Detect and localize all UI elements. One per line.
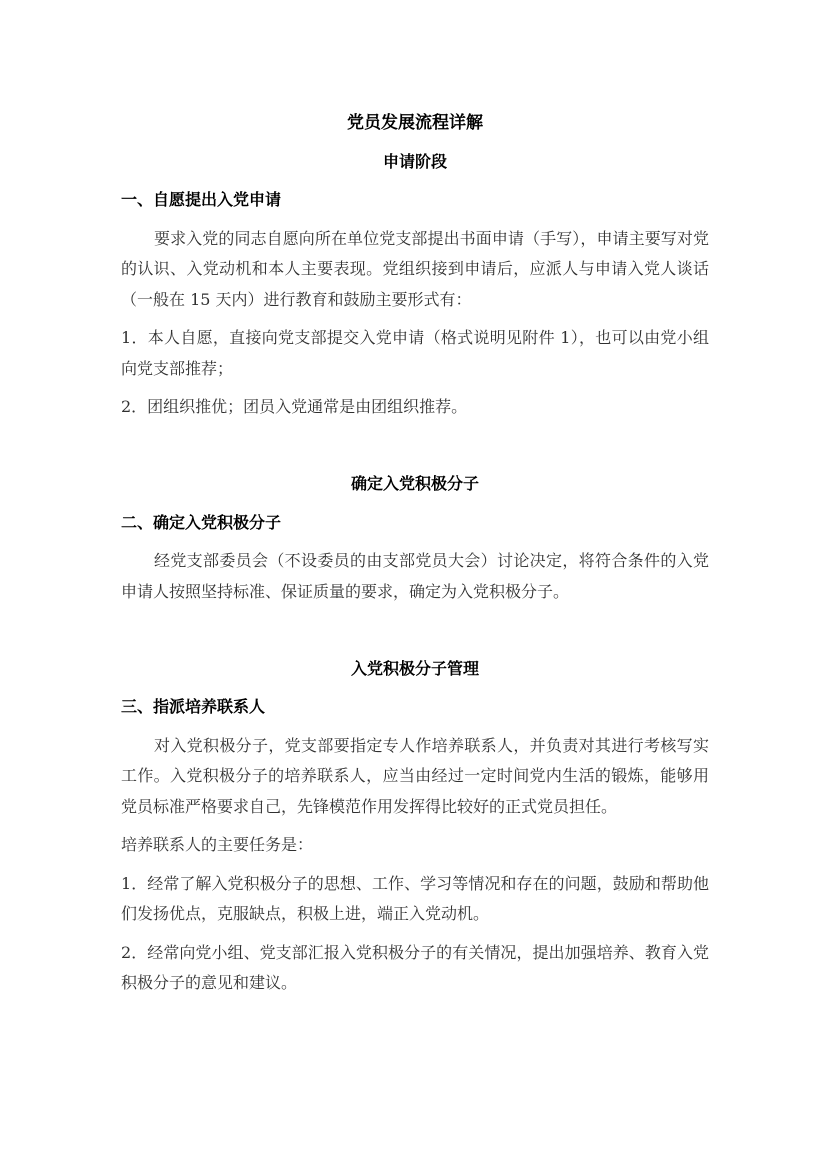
heading-1-voluntary-application: 一、自愿提出入党申请 — [121, 190, 282, 209]
paragraph-contact-person-tasks-lead: 培养联系人的主要任务是： — [121, 835, 314, 854]
paragraph-contact-person-intro: 对入党积极分子，党支部要指定专人作培养联系人，并负责对其进行考核写实工作。入党积极分子的培养联系人，应当由经过一定时间党内生活的锻炼，能够用党员标准严格要求自己，先锋模范作用发挥得比较好的正式党员担任。 — [121, 735, 709, 816]
list-item-application-1: 1．本人自愿，直接向党支部提交入党申请（格式说明见附件 1），也可以由党小组向党支部推荐； — [121, 328, 709, 378]
section-heading-application-stage: 申请阶段 — [382, 151, 447, 171]
section-heading-activist-management: 入党积极分子管理 — [350, 658, 479, 678]
document-title: 党员发展流程详解 — [347, 113, 483, 133]
list-item-application-2: 2．团组织推优；团员入党通常是由团组织推荐。 — [121, 397, 468, 416]
paragraph-application-intro: 要求入党的同志自愿向所在单位党支部提出书面申请（手写），申请主要写对党的认识、入党动机和本人主要表现。党组织接到申请后，应派人与申请入党人谈话（一般在 15 天内）进行教育和鼓励主要形式有： — [121, 228, 709, 309]
list-item-task-1: 1．经常了解入党积极分子的思想、工作、学习等情况和存在的问题，鼓励和帮助他们发扬优点，克服缺点，积极上进，端正入党动机。 — [121, 873, 709, 923]
section-heading-determine-activists: 确定入党积极分子 — [350, 474, 479, 493]
heading-2-determine-activists: 二、确定入党积极分子 — [121, 512, 282, 532]
empty-line — [121, 615, 709, 646]
empty-line — [121, 431, 709, 462]
list-item-task-2: 2．经常向党小组、党支部汇报入党积极分子的有关情况，提出加强培养、教育入党积极分子的意见和建议。 — [121, 942, 709, 992]
heading-3-assign-contact-person: 三、指派培养联系人 — [121, 697, 266, 716]
paragraph-determine-activists: 经党支部委员会（不设委员的由支部党员大会）讨论决定，将符合条件的入党申请人按照坚持标准、保证质量的要求，确定为入党积极分子。 — [121, 551, 709, 601]
